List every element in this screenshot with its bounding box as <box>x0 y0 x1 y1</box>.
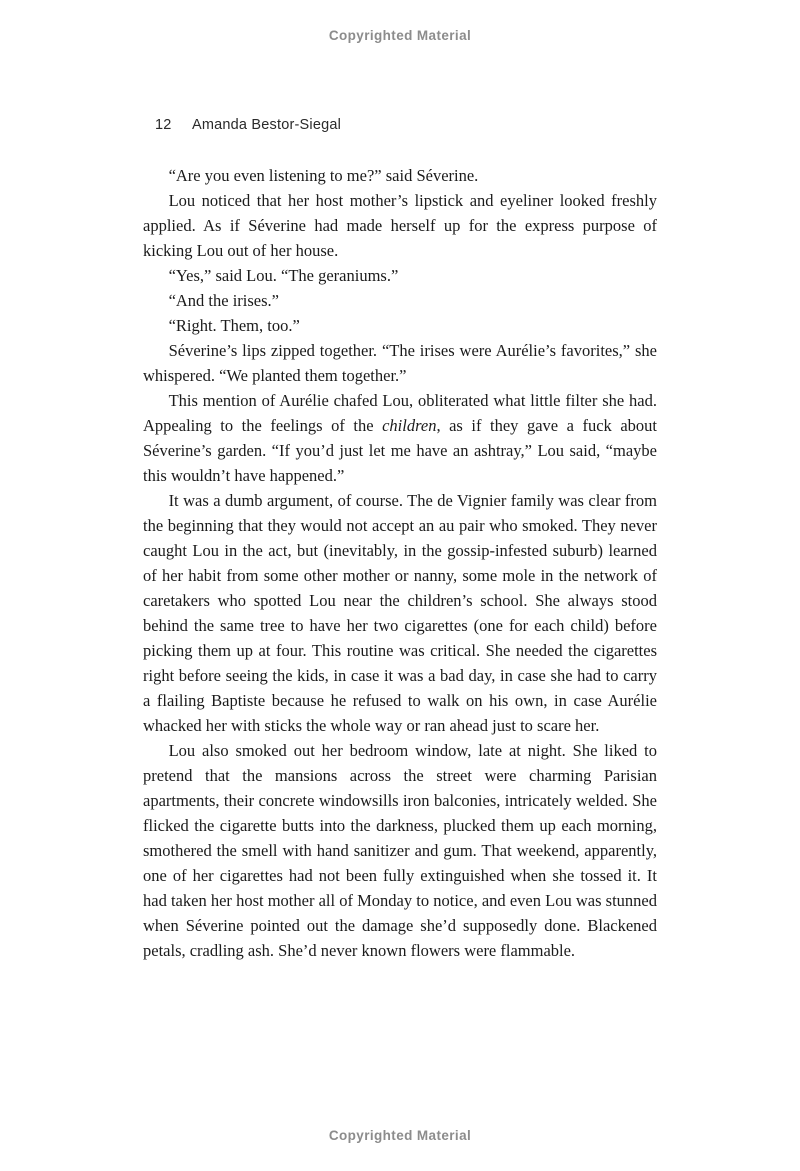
paragraph <box>143 313 657 338</box>
text-run: “Are you even listening to me?” said Séverine. <box>168 166 479 185</box>
text-run: Séverine’s lips zipped together. “The irises were Aurélie’s favorites,” she whispered. “We planted them together.” <box>143 341 657 385</box>
copyright-notice-top: Copyrighted Material <box>328 28 472 43</box>
text-run: “Yes,” said Lou. “The geraniums.” <box>168 266 399 285</box>
paragraph <box>143 488 657 738</box>
page-number: 12 <box>155 117 172 133</box>
copyright-notice-bottom: Copyrighted Material <box>328 1128 472 1143</box>
paragraph <box>143 263 657 288</box>
paragraph <box>143 163 657 188</box>
author-name: Amanda Bestor-Siegal <box>191 117 342 133</box>
running-header <box>155 117 341 133</box>
italic-text-run: children <box>382 416 437 435</box>
paragraph <box>143 338 657 388</box>
text-run: This mention of Aurélie chafed Lou, obliterated what little filter she had. Appealing to the feelings of the <box>143 391 657 435</box>
paragraph <box>143 288 657 313</box>
text-run: It was a dumb argument, of course. The de Vignier family was clear from the beginning that they would not accept an au pair who smoked. They never caught Lou in the act, but (inevitably, in the gossip-infested suburb) learned of her habit from some other mother or nanny, some mole in the network of caretakers who spotted Lou near the children’s school. She always stood behind the same tree to have her two cigarettes (one for each child) before picking them up at four. This routine was critical. She needed the cigarettes right before seeing the kids, in case it was a bad day, in case she had to carry a flailing Baptiste because he refused to walk on his own, in case Aurélie whacked her with sticks the whole way or ran ahead just to scare her. <box>143 491 657 735</box>
text-run: Lou also smoked out her bedroom window, late at night. She liked to pretend that the mansions across the street were charming Parisian apartments, their concrete windowsills iron balconies, intricately welded. She flicked the cigarette butts into the darkness, plucked them up each morning, smothered the smell with hand sanitizer and gum. That weekend, apparently, one of her cigarettes had not been fully extinguished when she tossed it. It had taken her host mother all of Monday to notice, and even Lou was stunned when Séverine pointed out the damage she’d supposedly done. Blackened petals, cradling ash. She’d never known flowers were flammable. <box>143 741 657 960</box>
text-run: , as if they gave a fuck about Séverine’s garden. “If you’d just let me have an ashtray,” Lou said, “maybe this wouldn’t have happened.” <box>143 416 657 485</box>
paragraph <box>143 388 657 488</box>
text-run: “Right. Them, too.” <box>168 316 300 335</box>
paragraph <box>143 188 657 263</box>
text-run: Lou noticed that her host mother’s lipstick and eyeliner looked freshly applied. As if Séverine had made herself up for the express purpose of kicking Lou out of her house. <box>143 191 657 260</box>
text-run: “And the irises.” <box>168 291 279 310</box>
body-text <box>143 163 657 963</box>
paragraph <box>143 738 657 963</box>
